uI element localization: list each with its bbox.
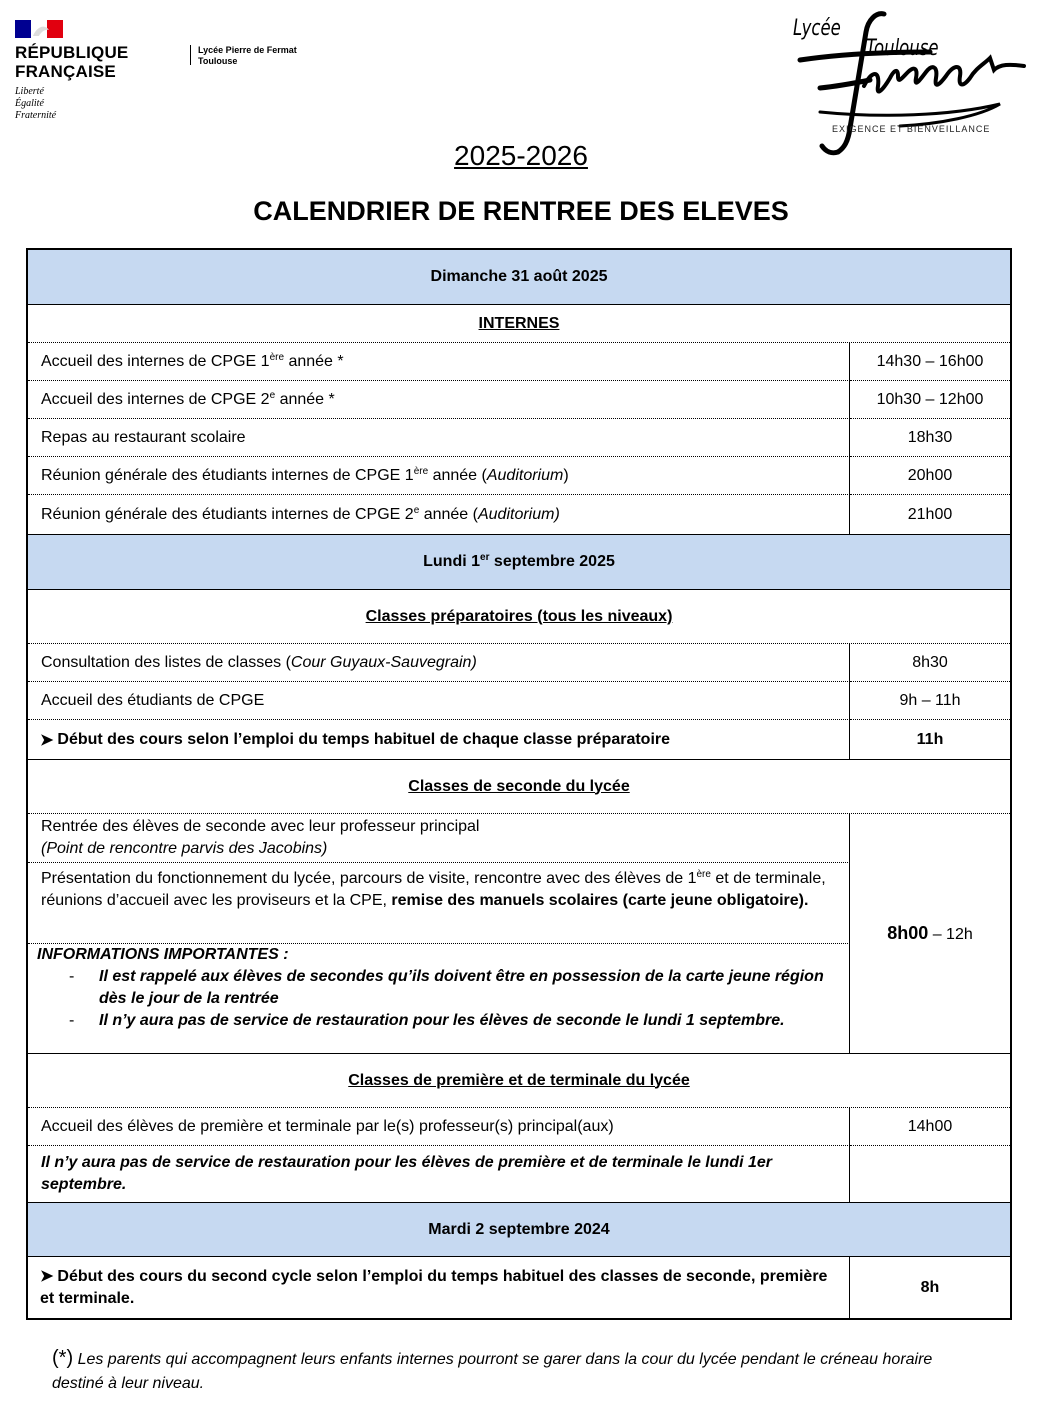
section-label: INTERNES xyxy=(478,314,560,332)
table-row xyxy=(28,457,1010,495)
activity-cell: ➤ Début des cours du second cycle selon l’emploi du temps habituel des classes de seconde, première et terminale. xyxy=(28,1257,850,1318)
info-item: - Il est rappelé aux élèves de secondes qu’ils doivent être en possession de la carte jeune région dès le jour de la rentrée xyxy=(89,966,838,1010)
activity-cell: Consultation des listes de classes (Cour Guyaux-Sauvegrain) xyxy=(28,644,850,682)
header-divider xyxy=(190,45,191,65)
section-seconde xyxy=(28,760,1010,814)
day-header-monday xyxy=(28,535,1010,590)
seconde-info xyxy=(28,944,848,1052)
republique-francaise-label xyxy=(15,43,128,81)
time-cell: 20h00 xyxy=(850,457,1010,495)
activity-cell: ➤ Début des cours selon l’emploi du temps habituel de chaque classe préparatoire xyxy=(28,720,850,760)
logo-toulouse-text: Toulouse xyxy=(866,36,939,61)
info-title: INFORMATIONS IMPORTANTES : xyxy=(37,946,289,963)
republic-line-1: RÉPUBLIQUE xyxy=(15,43,129,62)
table-row xyxy=(28,720,1010,760)
day-label: Dimanche 31 août 2025 xyxy=(430,268,608,285)
seconde-block xyxy=(28,814,1010,1054)
table-row xyxy=(28,495,1010,535)
activity-cell: Réunion générale des étudiants internes de CPGE 2e année (Auditorium) xyxy=(28,495,850,535)
time-cell: 14h00 xyxy=(850,1108,1010,1146)
section-label: Classes de première et de terminale du lycée xyxy=(348,1071,690,1089)
time-cell xyxy=(850,1146,1010,1203)
logo-lycee-text: Lycée xyxy=(793,16,841,41)
motto-liberte: Liberté xyxy=(15,86,44,97)
activity-cell: Accueil des internes de CPGE 1ère année * xyxy=(28,343,850,381)
republic-motto xyxy=(15,86,56,122)
seconde-rentree: Rentrée des élèves de seconde avec leur professeur principal (Point de rencontre parvis des Jacobins) xyxy=(28,814,848,863)
table-row xyxy=(28,682,1010,720)
day-label: Lundi 1er septembre 2025 xyxy=(423,552,615,570)
time-cell: 18h30 xyxy=(850,419,1010,457)
table-row xyxy=(28,381,1010,419)
info-item: - Il n’y aura pas de service de restauration pour les élèves de seconde le lundi 1 septembre. xyxy=(89,1010,838,1032)
footnote xyxy=(52,1346,952,1396)
table-row xyxy=(28,1257,1010,1318)
marianne-logo-icon xyxy=(15,20,63,38)
activity-cell: Accueil des internes de CPGE 2e année * xyxy=(28,381,850,419)
school-name-line-2: Toulouse xyxy=(198,56,238,66)
day-header-tuesday xyxy=(28,1203,1010,1257)
arrow-right-icon: ➤ xyxy=(40,731,54,749)
calendar-table xyxy=(26,248,1012,1320)
time-cell: 8h00 – 12h xyxy=(850,814,1010,1054)
section-label: Classes de seconde du lycée xyxy=(408,777,630,795)
activity-cell: Il n’y aura pas de service de restauration pour les élèves de première et de terminale le lundi 1er septembre. xyxy=(28,1146,850,1203)
table-row xyxy=(28,343,1010,381)
activity-cell: Repas au restaurant scolaire xyxy=(28,419,850,457)
footnote-text: Les parents qui accompagnent leurs enfants internes pourront se garer dans la cour du lycée pendant le créneau horaire destiné à leur niveau. xyxy=(52,1351,933,1392)
time-cell: 8h30 xyxy=(850,644,1010,682)
school-year-title: 2025-2026 xyxy=(454,140,588,171)
motto-egalite: Égalité xyxy=(15,98,44,109)
time-cell: 10h30 – 12h00 xyxy=(850,381,1010,419)
activity-cell: Accueil des étudiants de CPGE xyxy=(28,682,850,720)
section-prepa xyxy=(28,590,1010,644)
section-internes xyxy=(28,305,1010,343)
republic-line-2: FRANÇAISE xyxy=(15,62,116,81)
page-title: CALENDRIER DE RENTREE DES ELEVES xyxy=(253,196,789,226)
arrow-right-icon: ➤ xyxy=(40,1267,54,1285)
school-name xyxy=(198,45,297,67)
logo-tagline: EXIGENCE ET BIENVEILLANCE xyxy=(832,124,991,134)
motto-fraternite: Fraternité xyxy=(15,110,57,121)
table-row xyxy=(28,1108,1010,1146)
school-name-line-1: Lycée Pierre de Fermat xyxy=(198,45,297,55)
time-cell: 14h30 – 16h00 xyxy=(850,343,1010,381)
time-cell: 9h – 11h xyxy=(850,682,1010,720)
section-label: Classes préparatoires (tous les niveaux) xyxy=(365,607,673,625)
time-cell: 8h xyxy=(920,1278,940,1296)
table-row xyxy=(28,644,1010,682)
activity-cell: Accueil des élèves de première et terminale par le(s) professeur(s) principal(aux) xyxy=(28,1108,850,1146)
table-row xyxy=(28,1146,1010,1203)
seconde-presentation: Présentation du fonctionnement du lycée, parcours de visite, rencontre avec des élèves de 1ère et de terminale, réunions d’accueil avec les proviseurs et la CPE, remise des manuels scolaires (carte jeune obligatoire). xyxy=(28,863,848,944)
seconde-activities xyxy=(28,814,850,1054)
day-label: Mardi 2 septembre 2024 xyxy=(428,1220,610,1238)
time-cell: 11h xyxy=(850,720,1010,760)
day-header-sunday xyxy=(28,250,1010,305)
section-premiere xyxy=(28,1054,1010,1108)
activity-cell: Réunion générale des étudiants internes de CPGE 1ère année (Auditorium) xyxy=(28,457,850,495)
footnote-marker: (*) xyxy=(52,1347,74,1369)
table-row xyxy=(28,419,1010,457)
time-cell: 21h00 xyxy=(850,495,1010,535)
